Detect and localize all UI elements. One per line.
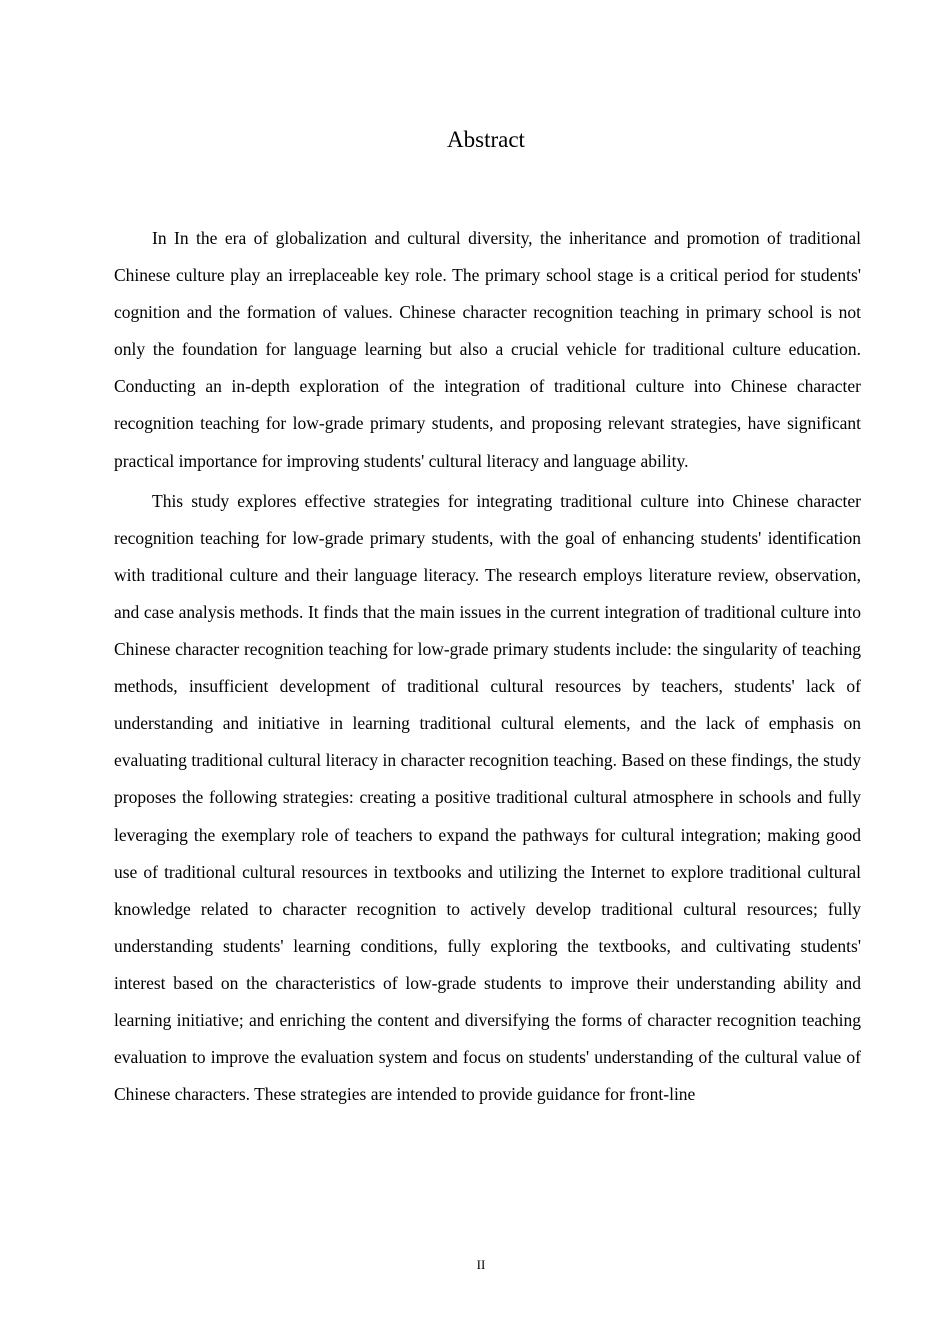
- abstract-paragraph-1: In In the era of globalization and cultural diversity, the inheritance and promotion of traditional Chinese culture play an irreplaceable key role. The primary school stage is a critical period for students' cognition and the formation of values. Chinese character recognition teaching in primary school is not only the foundation for language learning but also a crucial vehicle for traditional culture education. Conducting an in-depth exploration of the integration of traditional culture into Chinese character recognition teaching for low-grade primary students, and proposing relevant strategies, have significant practical importance for improving students' cultural literacy and language ability.: [114, 228, 861, 471]
- abstract-paragraph-2: This study explores effective strategies for integrating traditional culture into Chinese character recognition teaching for low-grade primary students, with the goal of enhancing students' identification with traditional culture and their language literacy. The research employs literature review, observation, and case analysis methods. It finds that the main issues in the current integration of traditional culture into Chinese character recognition teaching for low-grade primary students include: the singularity of teaching methods, insufficient development of traditional cultural resources by teachers, students' lack of understanding and initiative in learning traditional cultural elements, and the lack of emphasis on evaluating traditional cultural literacy in character recognition teaching. Based on these findings, the study proposes the following strategies: creating a positive traditional cultural atmosphere in schools and fully leveraging the exemplary role of teachers to expand the pathways for cultural integration; making good use of traditional cultural resources in textbooks and utilizing the Internet to explore traditional cultural knowledge related to character recognition to actively develop traditional cultural resources; fully understanding students' learning conditions, fully exploring the textbooks, and cultivating students' interest based on the characteristics of low-grade students to improve their understanding ability and learning initiative; and enriching the content and diversifying the forms of character recognition teaching evaluation to improve the evaluation system and focus on students' understanding of the cultural value of Chinese characters. These strategies are intended to provide guidance for front-line: [114, 490, 861, 1105]
- page-number: II: [476, 1257, 486, 1272]
- abstract-body: [114, 220, 861, 1113]
- abstract-title: Abstract: [447, 127, 525, 152]
